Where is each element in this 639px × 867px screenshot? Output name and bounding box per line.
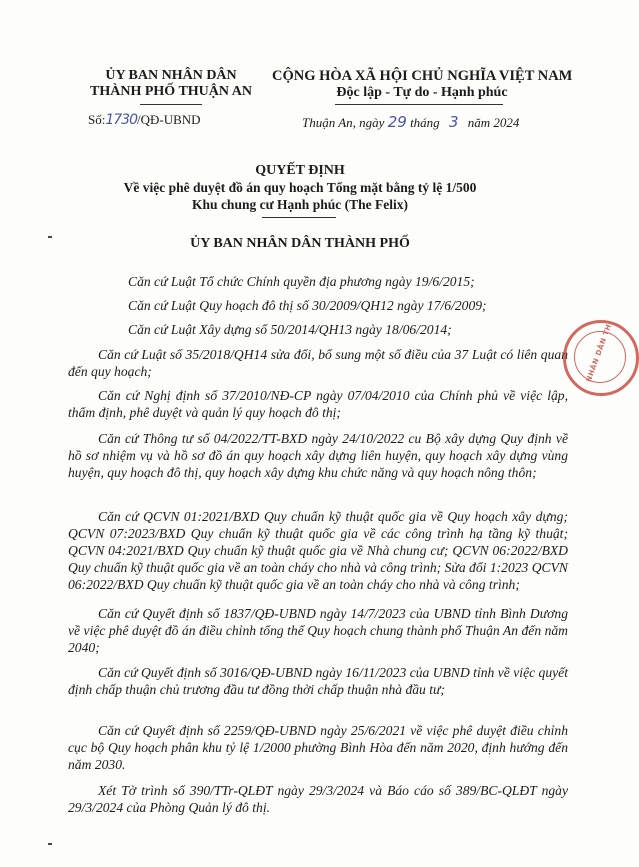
doc-number-prefix: Số: (88, 112, 106, 127)
legal-basis-6: Căn cứ Thông tư số 04/2022/TT-BXD ngày 24/10/2022 cu Bộ xây dựng Quy định về hồ sơ nhiệm vụ và hồ sơ đồ án quy hoạch xây dựng liên huyện, quy hoạch xây dựng vùng huyện, quy hoạch đô thị, quy hoạch xây dựng khu chức năng và quy hoạch nông thôn; (68, 431, 568, 480)
legal-basis-9: Căn cứ Quyết định số 3016/QĐ-UBND ngày 16/11/2023 của UBND tỉnh về việc quyết định chấp thuận chủ trương đầu tư đồng thời chấp thuận nhà đầu tư; (68, 665, 568, 697)
date-month-label: tháng (410, 115, 440, 130)
legal-basis-10: Căn cứ Quyết định số 2259/QĐ-UBND ngày 25/6/2021 về việc phê duyệt điều chỉnh cục bộ Quy hoạch phân khu tỷ lệ 1/2000 phường Bình Hòa đến năm 2020, định hướng đến năm 2030. (68, 723, 568, 772)
issuing-authority: ỦY BAN NHÂN DÂN THÀNH PHỐ (190, 236, 410, 251)
scan-margin-mark (48, 236, 52, 238)
official-seal (563, 320, 639, 396)
date-year: năm 2024 (467, 115, 520, 130)
title-underline (262, 217, 336, 218)
decision-subtitle-2: Khu chung cư Hạnh phúc (The Felix) (192, 197, 408, 212)
document-number (88, 112, 288, 128)
decision-subtitle-1: Về việc phê duyệt đồ án quy hoạch Tổng mặt bằng tỷ lệ 1/500 (123, 180, 477, 195)
legal-basis-7: Căn cứ QCVN 01:2021/BXD Quy chuẩn kỹ thuật quốc gia về Quy hoạch xây dựng; QCVN 07:2023/BXD Quy chuẩn kỹ thuật quốc gia về các công trình hạ tầng kỹ thuật; QCVN 04:2021/BXD Quy chuẩn kỹ thuật quốc gia về Nhà chung cư; QCVN 06:2022/BXD Quy chuẩn kỹ thuật quốc gia về an toàn cháy cho nhà và công trình; Sửa đổi 1:2023 QCVN 06:2022/BXD Quy chuẩn kỹ thuật quốc gia về an toàn cháy cho nhà và công trình; (68, 509, 568, 592)
legal-basis-3: Căn cứ Luật Xây dựng số 50/2014/QH13 ngày 18/06/2014; (128, 322, 452, 337)
nation-line-1: CỘNG HÒA XÃ HỘI CHỦ NGHĨA VIỆT NAM (272, 68, 573, 84)
motto-underline (335, 104, 503, 105)
agency-header (60, 68, 282, 100)
agency-line-1: ỦY BAN NHÂN DÂN (105, 68, 237, 83)
agency-line-2: THÀNH PHỐ THUẬN AN (90, 84, 252, 99)
date-day-handwritten: 29 (387, 113, 407, 131)
legal-basis-1: Căn cứ Luật Tổ chức Chính quyền địa phương ngày 19/6/2015; (128, 274, 475, 289)
agency-underline (140, 104, 202, 105)
date-place-label: Thuận An, ngày (302, 115, 385, 130)
legal-basis-11: Xét Tờ trình số 390/TTr-QLĐT ngày 29/3/2024 và Báo cáo số 389/BC-QLĐT ngày 29/3/2024 của Phòng Quản lý đô thị. (68, 783, 568, 815)
legal-basis-2: Căn cứ Luật Quy hoạch đô thị số 30/2009/QH12 ngày 17/6/2009; (128, 298, 487, 313)
scan-margin-mark (48, 843, 52, 845)
doc-number-handwritten: 1730 (105, 112, 137, 128)
legal-basis-8: Căn cứ Quyết định số 1837/QĐ-UBND ngày 14/7/2023 của UBND tỉnh Bình Dương về việc phê duyệt đồ án điều chỉnh tổng thể Quy hoạch chung thành phố Thuận An đến năm 2040; (68, 606, 568, 655)
legal-basis-5: Căn cứ Nghị định số 37/2010/NĐ-CP ngày 07/04/2010 của Chính phủ về việc lập, thẩm định, phê duyệt và quản lý quy hoạch đô thị; (68, 388, 568, 420)
national-header (272, 68, 572, 101)
nation-line-2: Độc lập - Tự do - Hạnh phúc (336, 85, 508, 100)
legal-basis-4: Căn cứ Luật số 35/2018/QH14 sửa đổi, bổ sung một số điều của 37 Luật có liên quan đến quy hoạch; (68, 347, 568, 379)
date-line (302, 113, 519, 131)
official-seal-text: NHÂN DÂN TH (584, 322, 614, 384)
decision-title: QUYẾT ĐỊNH (255, 163, 345, 178)
date-month-handwritten: 3 (448, 113, 459, 131)
doc-number-suffix: /QĐ-UBND (136, 112, 201, 127)
